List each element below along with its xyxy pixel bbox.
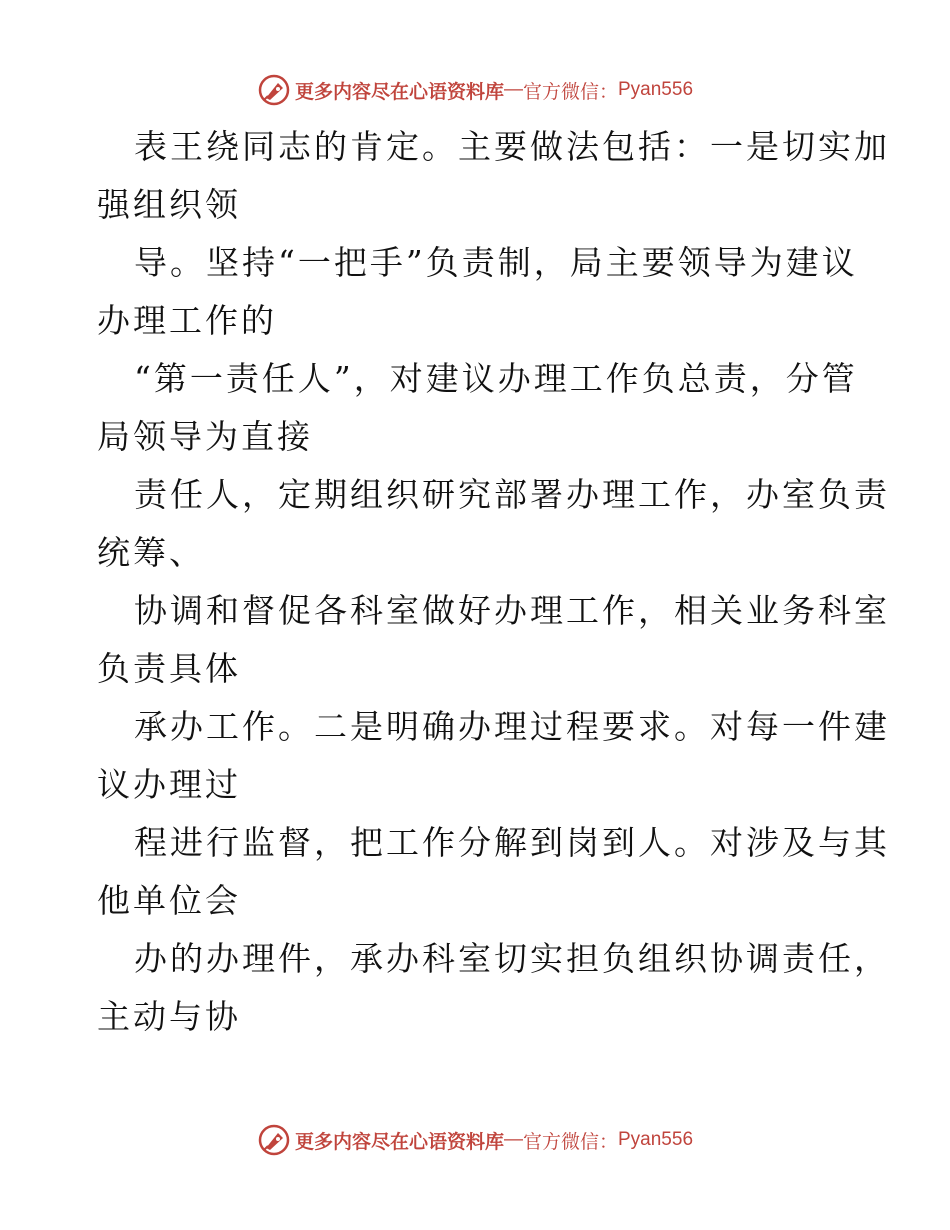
footer-brand: 更多内容尽在心语资料库 [294, 1130, 504, 1153]
text-line: 统筹、 [97, 533, 205, 572]
header-brand: 更多内容尽在心语资料库 [294, 80, 504, 103]
footer-wechat-label: 官方微信： [522, 1130, 618, 1153]
text-line: 协调和督促各科室做好办理工作，相关业务科室 [134, 591, 890, 630]
text-line: 议办理过 [97, 765, 241, 804]
text-line: 局领导为直接 [97, 417, 313, 456]
pen-nib-logo-icon [257, 1123, 291, 1157]
header-banner [0, 70, 950, 110]
text-line: 强组织领 [97, 185, 241, 224]
footer-banner [0, 1120, 950, 1160]
text-line: 办的办理件，承办科室切实担负组织协调责任， [134, 939, 890, 978]
text-line: “第一责任人”，对建议办理工作负总责，分管 [134, 359, 858, 398]
header-wechat-label: 官方微信： [522, 80, 618, 103]
text-line: 办理工作的 [97, 301, 277, 340]
pen-nib-logo-icon [257, 73, 291, 107]
text-line: 主动与协 [97, 997, 241, 1036]
document-body [97, 118, 890, 1046]
text-line: 表王绕同志的肯定。主要做法包括：一是切实加 [134, 127, 890, 166]
text-line: 负责具体 [97, 649, 241, 688]
text-line: 程进行监督，把工作分解到岗到人。对涉及与其 [134, 823, 890, 862]
header-wechat-handle: Pyan556 [618, 79, 694, 100]
footer-wechat-handle: Pyan556 [618, 1129, 694, 1150]
footer-dash: — [503, 1129, 523, 1150]
text-line: 承办工作。二是明确办理过程要求。对每一件建 [134, 707, 890, 746]
text-line: 导。坚持“一把手”负责制，局主要领导为建议 [134, 243, 858, 282]
text-line: 他单位会 [97, 881, 241, 920]
header-dash: — [503, 79, 523, 100]
text-line: 责任人，定期组织研究部署办理工作，办室负责 [134, 475, 890, 514]
